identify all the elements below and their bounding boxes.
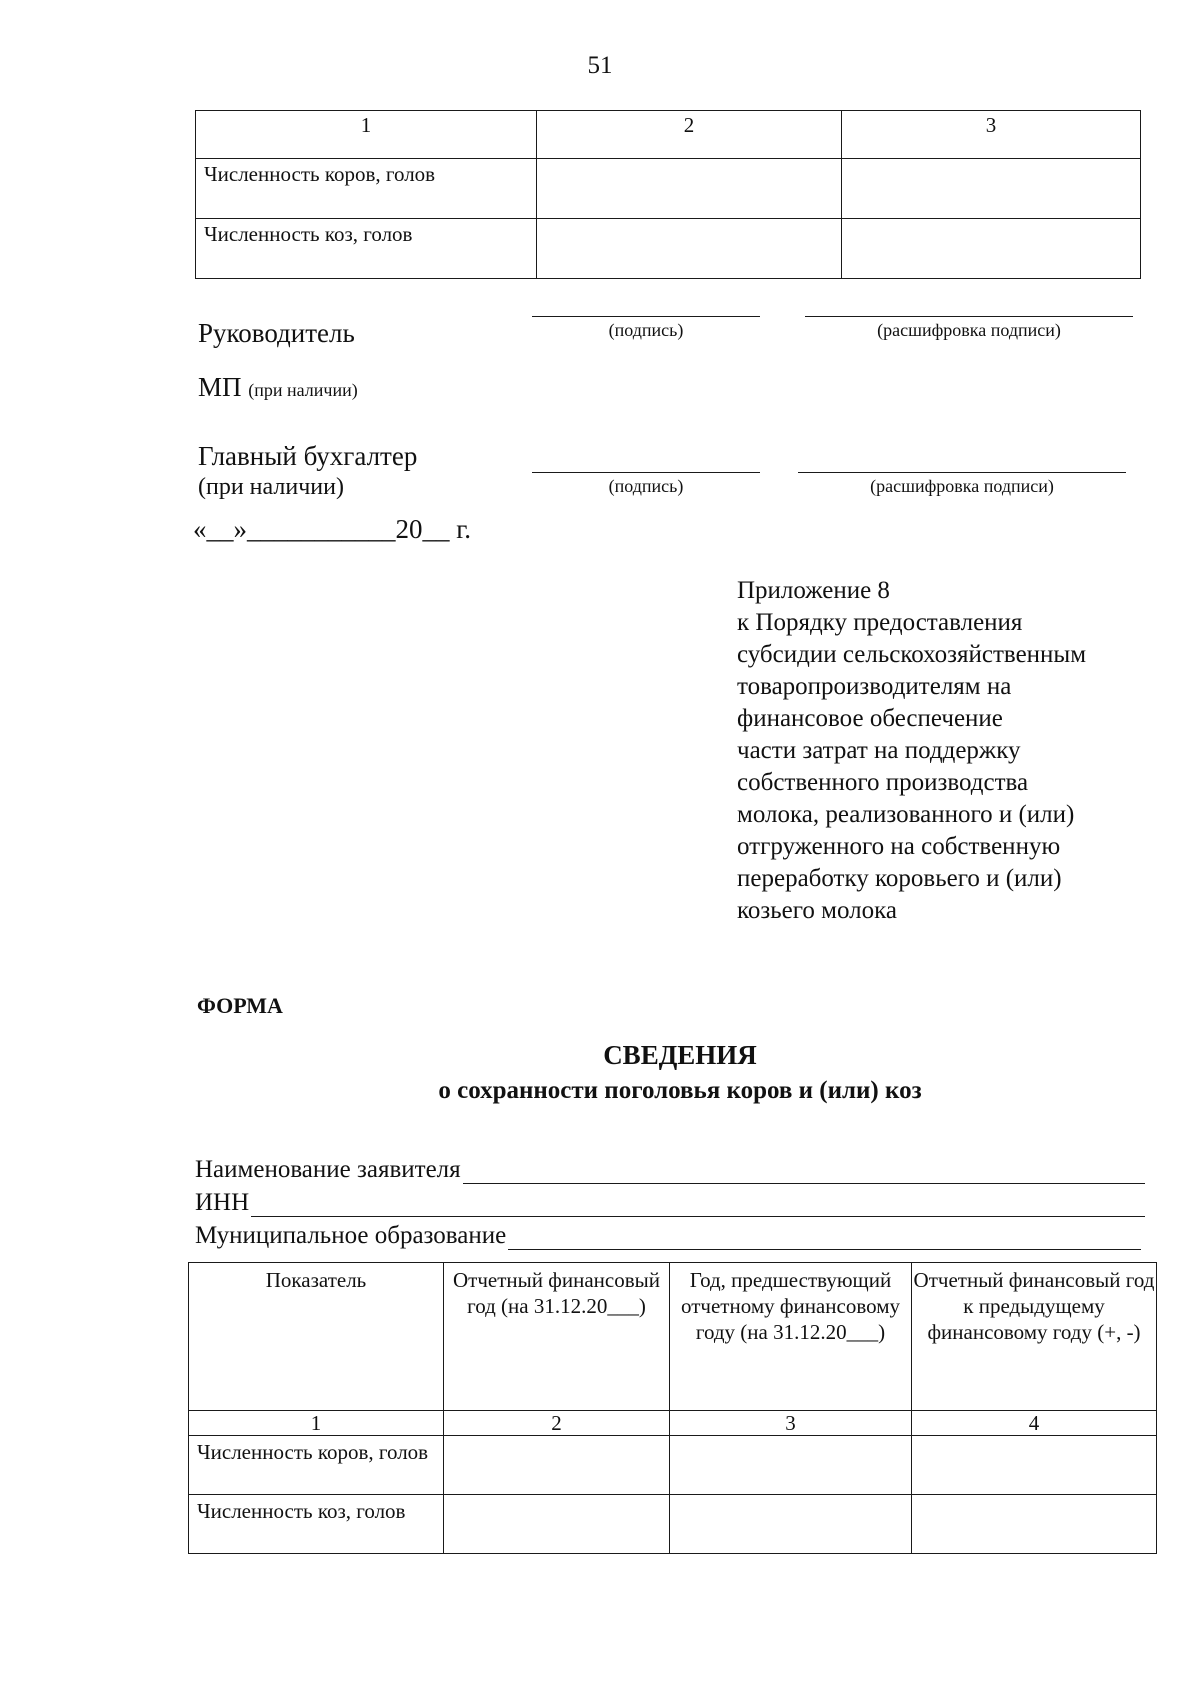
applicant-name-input-line[interactable]: [463, 1159, 1145, 1184]
table-row: [196, 159, 1141, 219]
column-number: 1: [196, 111, 537, 159]
table-cell[interactable]: [670, 1495, 912, 1554]
row-label: Численность коров, голов: [189, 1436, 444, 1495]
row-label: Численность коз, голов: [189, 1495, 444, 1554]
column-number-row: [189, 1411, 1157, 1436]
head-label: Руководитель: [198, 318, 355, 348]
appendix-line: товаропроизводителям на: [737, 673, 1012, 700]
head-signature-line[interactable]: [532, 316, 760, 317]
column-header: Отчетный финансовый год (на 31.12.20___): [444, 1263, 670, 1411]
stamp-text: МП: [198, 372, 242, 402]
table-header-row: [189, 1263, 1157, 1411]
column-number: 4: [912, 1411, 1157, 1436]
table-cell[interactable]: [444, 1495, 670, 1554]
table-cell[interactable]: [842, 159, 1141, 219]
signature-caption: (подпись): [608, 476, 684, 496]
applicant-name-label: Наименование заявителя: [195, 1156, 461, 1183]
appendix-line: козьего молока: [737, 897, 897, 924]
appendix-line: субсидии сельскохозяйственным: [737, 641, 1087, 668]
table-cell[interactable]: [444, 1436, 670, 1495]
document-subtitle: о сохранности поголовья коров и (или) коз: [438, 1077, 922, 1104]
table-header-row: [196, 111, 1141, 159]
stamp-label: [198, 372, 358, 403]
column-number: 3: [670, 1411, 912, 1436]
form-label: ФОРМА: [197, 993, 283, 1018]
table-row: [189, 1495, 1157, 1554]
column-header: Отчетный финансовый год к предыдущему финансовому году (+, -): [912, 1263, 1157, 1411]
municipality-field[interactable]: [195, 1222, 1141, 1250]
municipality-label: Муниципальное образование: [195, 1222, 507, 1249]
row-label: Численность коз, голов: [196, 219, 537, 279]
appendix-block: [737, 575, 1086, 927]
table-row: [189, 1436, 1157, 1495]
page-number: 51: [587, 52, 613, 79]
appendix-line: финансовое обеспечение: [737, 705, 1003, 732]
stamp-note: (при наличии): [248, 380, 358, 400]
inn-field[interactable]: [195, 1189, 1145, 1217]
appendix-line: к Порядку предоставления: [737, 609, 1023, 636]
municipality-input-line[interactable]: [508, 1225, 1141, 1250]
column-header: Год, предшествующий отчетному финансовому году (на 31.12.20___): [670, 1263, 912, 1411]
table-cell[interactable]: [912, 1436, 1157, 1495]
livestock-table-continued: [195, 110, 1141, 279]
table-cell[interactable]: [537, 159, 842, 219]
appendix-line: собственного производства: [737, 769, 1029, 796]
appendix-line: части затрат на поддержку: [737, 737, 1021, 764]
column-number: 3: [842, 111, 1141, 159]
row-label: Численность коров, голов: [196, 159, 537, 219]
column-number: 2: [444, 1411, 670, 1436]
column-number: 2: [537, 111, 842, 159]
table-cell[interactable]: [670, 1436, 912, 1495]
table-cell[interactable]: [537, 219, 842, 279]
appendix-line: молока, реализованного и (или): [737, 801, 1075, 828]
document-title: СВЕДЕНИЯ: [603, 1040, 757, 1070]
chief-accountant-note: (при наличии): [198, 474, 344, 500]
date-line[interactable]: «__»___________20__ г.: [193, 514, 472, 544]
decoding-caption: (расшифровка подписи): [877, 320, 1061, 340]
appendix-line: Приложение 8: [737, 577, 890, 604]
accountant-signature-line[interactable]: [532, 472, 760, 473]
column-header: Показатель: [189, 1263, 444, 1411]
inn-label: ИНН: [195, 1189, 250, 1216]
appendix-line: отгруженного на собственную: [737, 833, 1061, 860]
table-cell[interactable]: [842, 219, 1141, 279]
table-row: [196, 219, 1141, 279]
head-decoding-line[interactable]: [805, 316, 1133, 317]
appendix-line: переработку коровьего и (или): [737, 865, 1062, 892]
accountant-decoding-line[interactable]: [798, 472, 1126, 473]
column-number: 1: [189, 1411, 444, 1436]
signature-caption: (подпись): [608, 320, 684, 340]
inn-input-line[interactable]: [251, 1192, 1145, 1217]
applicant-name-field[interactable]: [195, 1156, 1145, 1184]
livestock-table: [188, 1262, 1157, 1554]
table-cell[interactable]: [912, 1495, 1157, 1554]
chief-accountant-label: Главный бухгалтер: [198, 441, 418, 471]
decoding-caption: (расшифровка подписи): [870, 476, 1054, 496]
